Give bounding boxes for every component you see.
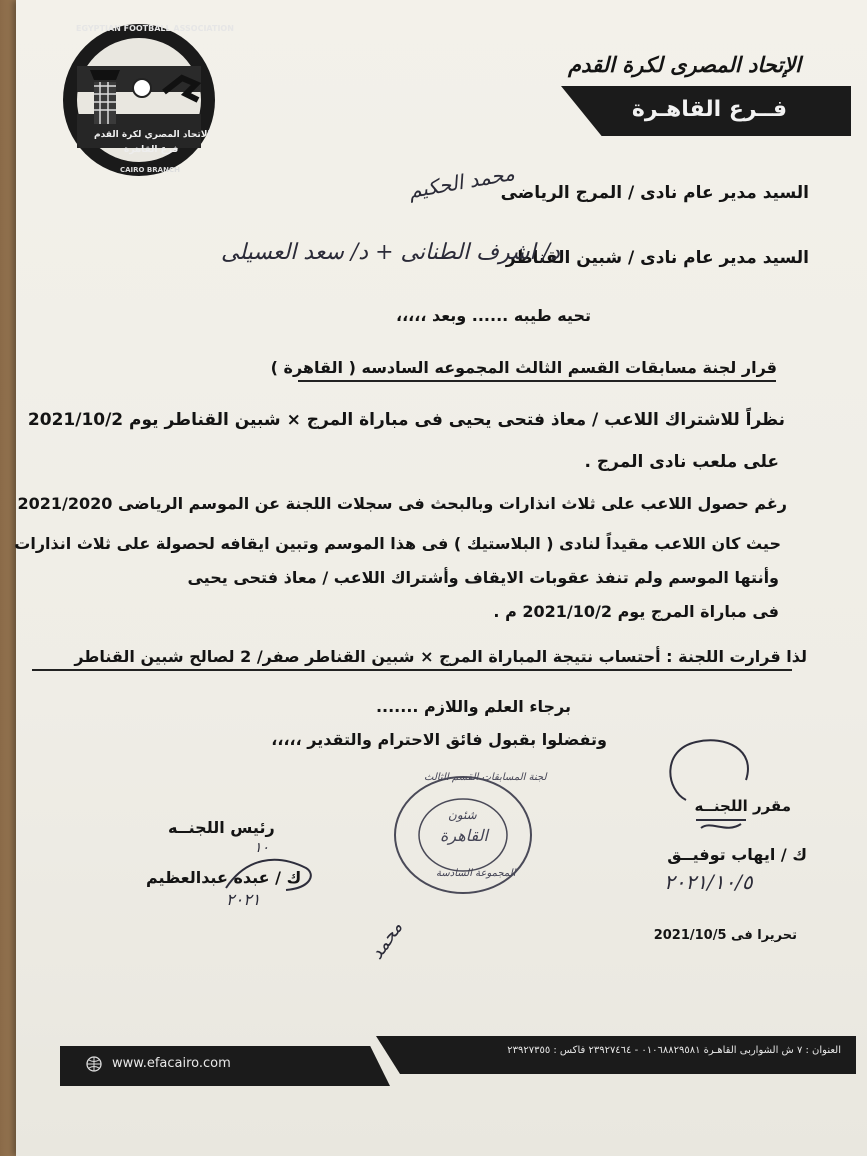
subject-underline (298, 380, 776, 382)
body-line-6: فى مباراة المرج يوم 2021/10/2 م . (493, 602, 779, 621)
rapporteur-signature-scribble (646, 730, 796, 850)
stamp-center-text: القاهرة (440, 826, 488, 845)
closing-line-2: وتفضلوا بقبول فائق الاحترام والتقدير ،،،،، (271, 730, 607, 749)
body-line-4: حيث كان اللاعب مقيداً لنادى ( البلاستيك ) فى هذا الموسم وتبين ايقافه لحصولة على ثلاث انذارات (14, 534, 781, 553)
decision-underline (32, 669, 792, 671)
footer-website[interactable]: www.efacairo.com (112, 1056, 231, 1071)
closing-line-1: برجاء العلم واللازم ....... (375, 697, 571, 716)
recipient-2: السيد مدير عام نادى / شبين القناطر (505, 248, 809, 268)
rapporteur-handwritten-date: ٢٠٢١/١٠/٥ (664, 870, 753, 894)
body-line-2: على ملعب نادى المرج . (584, 452, 779, 472)
body-line-3: رغم حصول اللاعب على ثلاث انذارات وبالبحث فى سجلات اللجنة عن الموسم الرياضى 2021/2020 (17, 494, 787, 513)
org-name: الإتحاد المصرى لكرة القدم (568, 53, 801, 77)
recipient-1: السيد مدير عام نادى / المرج الرياضى (500, 183, 809, 203)
date-line: تحريرا فى 2021/10/5 (653, 928, 797, 943)
chairman-title: رئيس اللجنــه (168, 818, 275, 837)
rapporteur-title: مقرر اللجنــه (694, 797, 791, 815)
stamp-outer-text: لجنة المسابقات القسم الثالث (424, 772, 547, 783)
chairman-name: ك / عبده عبدالعظيم (146, 868, 302, 887)
recipient-2-handwritten: د/ اشرف الطنانى + د/ سعد العسيلى (221, 240, 560, 265)
decision: لذا قرارت اللجنة : أحتساب نتيجة المباراة المرج × شبين القناطر صفر/ 2 لصالح شبين القناطر (74, 647, 807, 666)
letter-page (16, 0, 867, 1156)
chairman-handwritten-date: ٢٠٢١ (226, 890, 261, 909)
extra-handwritten-signature: محمد (366, 917, 407, 964)
recipient-1-handwritten: محمد الحكيم (406, 160, 517, 204)
body-line-5: وأنتها الموسم ولم تنفذ عقوبات الايقاف وأشتراك اللاعب / معاذ فتحى يحيى (187, 568, 779, 587)
logo-arabic-text: الاتحاد المصري لكرة القدم (94, 130, 211, 140)
logo-bottom-text: CAIRO BRANCH (120, 166, 180, 174)
subject: قرار لجنة مسابقات القسم الثالث المجموعه السادسه ( القاهرة ) (270, 358, 777, 377)
greeting: تحيه طيبه ...... وبعد ،،،،، (396, 306, 591, 325)
body-line-1: نظراً للاشتراك اللاعب / معاذ فتحى يحيى فى مباراة المرج × شبين القناطر يوم 2021/10/2 (27, 410, 785, 430)
logo-ring-text: EGYPTIAN FOOTBALL ASSOCIATION (76, 24, 234, 33)
chairman-handwritten-number: ١٠ (254, 840, 270, 856)
stamp-top-text: شئون (448, 808, 477, 822)
efa-cairo-logo (54, 22, 234, 182)
branch-title: فــرع القاهـرة (631, 97, 787, 122)
stamp-bottom-text: المجموعة السادسة (436, 868, 516, 879)
rapporteur-name: ك / ايهاب توفيــق (667, 845, 807, 864)
logo-branch-text: فرع القاهرة (124, 145, 179, 155)
globe-icon (86, 1056, 102, 1072)
footer-address: العنوان : ٧ ش الشواربى القاهـرة ٠١٠٦٨٨٢٩٥٨١ - ٢٣٩٢٧٤٦٤ فاكس : ٢٣٩٢٧٣٥٥ (507, 1045, 841, 1056)
